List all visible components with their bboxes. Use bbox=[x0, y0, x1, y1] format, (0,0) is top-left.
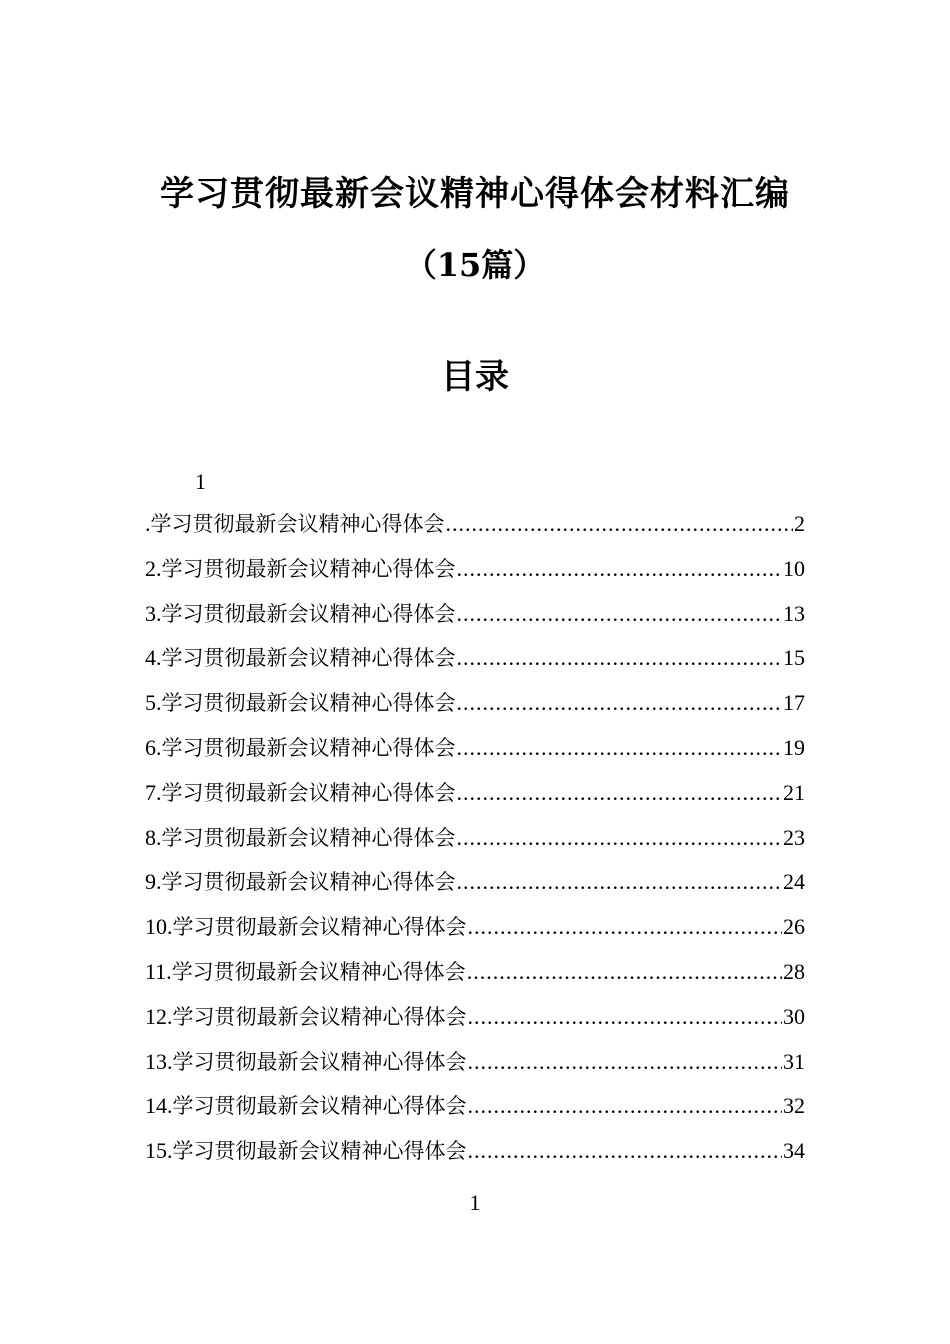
toc-entry-title: 学习贯彻最新会议精神心得体会 bbox=[161, 691, 456, 716]
toc-entry[interactable] bbox=[145, 995, 805, 1040]
toc-entry[interactable] bbox=[145, 950, 805, 995]
document-subtitle: （15篇） bbox=[404, 246, 546, 284]
toc-entry-leader bbox=[457, 547, 783, 592]
toc-entry-title: 学习贯彻最新会议精神心得体会 bbox=[161, 870, 456, 895]
toc-entry-page: 2 bbox=[794, 511, 805, 536]
toc-entry-page: 15 bbox=[783, 645, 805, 671]
toc-entry-title: 学习贯彻最新会议精神心得体会 bbox=[172, 1004, 467, 1029]
toc-entry-title: 学习贯彻最新会议精神心得体会 bbox=[161, 601, 456, 626]
toc-entry-leader bbox=[457, 726, 783, 771]
toc-entry-leader bbox=[457, 860, 783, 905]
toc-entry-leader bbox=[468, 1084, 783, 1129]
toc-entry[interactable] bbox=[145, 1084, 805, 1129]
document-title: 学习贯彻最新会议精神心得体会材料汇编 bbox=[160, 174, 790, 214]
toc-entry-number: 11. bbox=[145, 958, 172, 984]
toc-entry-leader bbox=[468, 905, 783, 950]
toc-entry[interactable] bbox=[145, 1129, 805, 1174]
toc-entry-number: 5. bbox=[145, 690, 162, 716]
toc-entry-number: 15. bbox=[145, 1138, 173, 1164]
toc-entry-title: 学习贯彻最新会议精神心得体会 bbox=[172, 1139, 467, 1164]
toc-entry-leader bbox=[468, 995, 783, 1040]
toc-first-number: 1 bbox=[195, 469, 206, 494]
toc-entry[interactable] bbox=[145, 1040, 805, 1085]
toc-entry-number: 9. bbox=[145, 869, 162, 895]
toc-entry-page: 24 bbox=[783, 869, 805, 895]
toc-entry-page: 19 bbox=[783, 734, 805, 760]
toc-entry[interactable] bbox=[145, 502, 805, 547]
toc-entry-page: 13 bbox=[783, 600, 805, 626]
toc-entry[interactable] bbox=[145, 905, 805, 950]
toc-entry-number: 13. bbox=[145, 1048, 173, 1074]
toc-entry-title: 学习贯彻最新会议精神心得体会 bbox=[172, 1094, 467, 1119]
toc-entry-page: 23 bbox=[783, 824, 805, 850]
toc-entry-title: 学习贯彻最新会议精神心得体会 bbox=[161, 825, 456, 850]
toc-entry-number: 10. bbox=[145, 914, 173, 940]
toc-list bbox=[145, 502, 805, 1174]
toc-entry-number: 2. bbox=[145, 555, 162, 581]
toc-entry-number: 6. bbox=[145, 734, 162, 760]
table-of-contents bbox=[145, 462, 805, 1174]
toc-entry-leader bbox=[457, 681, 783, 726]
toc-heading: 目录 bbox=[441, 357, 509, 397]
toc-entry-page: 10 bbox=[783, 555, 805, 581]
toc-entry[interactable] bbox=[145, 636, 805, 681]
toc-entry-leader bbox=[457, 771, 783, 816]
toc-entry-page: 21 bbox=[783, 779, 805, 805]
toc-entry[interactable] bbox=[145, 547, 805, 592]
toc-entry-leader bbox=[457, 636, 783, 681]
toc-entry-number: 3. bbox=[145, 600, 162, 626]
toc-entry-leader bbox=[467, 950, 782, 995]
toc-entry-page: 30 bbox=[783, 1003, 805, 1029]
toc-entry[interactable] bbox=[145, 816, 805, 861]
toc-entry-number: 7. bbox=[145, 779, 162, 805]
toc-entry[interactable] bbox=[145, 726, 805, 771]
toc-entry[interactable] bbox=[145, 592, 805, 637]
toc-entry-title: 学习贯彻最新会议精神心得体会 bbox=[161, 646, 456, 671]
toc-entry-title: 学习贯彻最新会议精神心得体会 bbox=[161, 735, 456, 760]
page-number: 1 bbox=[469, 1190, 481, 1215]
toc-entry-number: 4. bbox=[145, 645, 162, 671]
toc-entry-number: 14. bbox=[145, 1093, 173, 1119]
toc-entry-leader bbox=[457, 816, 783, 861]
toc-entry-number: 8. bbox=[145, 824, 162, 850]
toc-entry-title: 学习贯彻最新会议精神心得体会 bbox=[161, 556, 456, 581]
toc-entry[interactable] bbox=[145, 771, 805, 816]
toc-entry-leader bbox=[446, 502, 794, 547]
toc-entry-page: 28 bbox=[783, 958, 805, 984]
toc-entry-leader bbox=[468, 1040, 783, 1085]
toc-entry-page: 34 bbox=[783, 1138, 805, 1164]
toc-entry-title: 学习贯彻最新会议精神心得体会 bbox=[171, 959, 466, 984]
toc-entry-number: 12. bbox=[145, 1003, 173, 1029]
toc-entry-title: 学习贯彻最新会议精神心得体会 bbox=[172, 915, 467, 940]
toc-entry[interactable] bbox=[145, 860, 805, 905]
toc-entry-title: 学习贯彻最新会议精神心得体会 bbox=[172, 1049, 467, 1074]
toc-entry[interactable] bbox=[145, 681, 805, 726]
toc-entry-title: 学习贯彻最新会议精神心得体会 bbox=[161, 780, 456, 805]
toc-entry-page: 26 bbox=[783, 914, 805, 940]
toc-entry-page: 17 bbox=[783, 690, 805, 716]
toc-entry-page: 32 bbox=[783, 1093, 805, 1119]
toc-entry-leader bbox=[457, 592, 783, 637]
toc-entry-number: . bbox=[145, 511, 151, 536]
toc-entry-page: 31 bbox=[783, 1048, 805, 1074]
toc-entry-title: 学习贯彻最新会议精神心得体会 bbox=[150, 512, 445, 536]
toc-entry-leader bbox=[468, 1129, 783, 1174]
